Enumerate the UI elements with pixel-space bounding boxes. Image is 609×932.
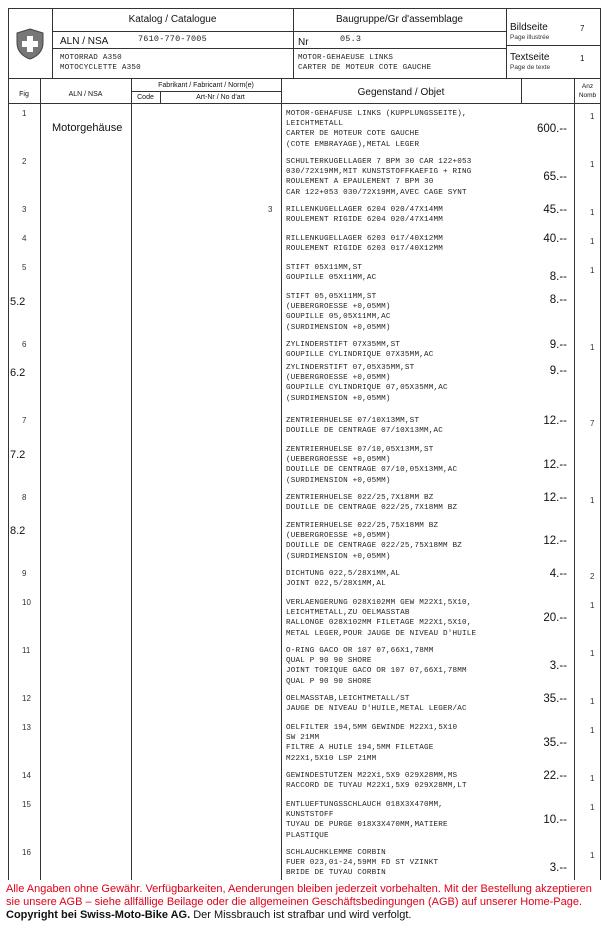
description-line: JOINT 022,5/28X1MM,AL [286,580,386,589]
bildseite-value: 7 [580,24,585,33]
aln-value: 7610-770-7005 [138,34,207,44]
row-description [286,598,522,639]
row-quantity: 2 [590,572,595,581]
description-line: ZYLINDERSTIFT 07X35MM,ST [286,341,401,349]
description-line: (SURDIMENSION +0,05MM) [286,476,391,485]
row-fig: 2 [22,157,27,166]
row-fig: 11 [22,646,31,655]
description-line: ENTLUEFTUNGSSCHLAUCH 018X3X470MM, [286,801,443,809]
description-line: SCHLAUCHKLEMME CORBIN [286,849,386,857]
row-price: 4.-- [549,568,567,580]
description-line: KUNSTSTOFF [286,811,334,820]
row-fig: 10 [22,598,31,607]
nr-value: 05.3 [340,34,362,44]
row-fig: 14 [22,771,31,780]
vehicle-line-fr: MOTOCYCLETTE A350 [60,64,141,72]
description-line: LEICHTMETALL,ZU OELMASSTAB [286,609,410,618]
description-line: SW 21MM [286,734,320,743]
description-line: ROULEMENT RIGIDE 6204 020/47X14MM [286,216,443,225]
description-line: GOUPILLE 05,05X11MM,AC [286,313,391,322]
row-description [286,646,522,687]
description-line: CARTER DE MOTEUR COTE GAUCHE [286,130,420,139]
row-quantity: 1 [590,803,595,812]
description-line: DOUILLE DE CENTRAGE 07/10,05X13MM,AC [286,466,458,475]
description-line: FUER 023,01-24,59MM FD ST VZINKT [286,859,439,868]
row-quantity: 1 [590,343,595,352]
row-fig: 1 [22,109,27,118]
row-fig: 8.2 [10,525,26,537]
row-fig: 16 [22,848,31,857]
description-line: 030/72X19MM,MIT KUNSTSTOFFKAEFIG + RING [286,168,472,177]
description-line: RACCORD DE TUYAU M22X1,5X9 029X28MM,LT [286,782,467,791]
description-line: GOUPILLE CYLINDRIQUE 07,05X35MM,AC [286,384,448,393]
row-quantity: 1 [590,697,595,706]
row-code: 3 [268,205,273,214]
row-description [286,848,522,879]
row-fig: 6 [22,340,27,349]
row-price: 40.-- [543,233,567,245]
bildseite-label: Bildseite [510,22,548,33]
misuse-text: Der Missbrauch ist strafbar und wird verfolgt. [193,909,412,921]
row-quantity: 1 [590,851,595,860]
row-description [286,234,522,254]
description-line: GEWINDESTUTZEN M22X1,5X9 029X28MM,MS [286,772,458,780]
aln-label: ALN / NSA [60,36,109,47]
row-fig: 5.2 [10,296,26,308]
col-anz: Anz [581,83,594,90]
description-line: SCHULTERKUGELLAGER 7 BPM 30 CAR 122+053 [286,158,472,166]
row-description [286,800,522,841]
row-fig: 7.2 [10,449,26,461]
row-description [286,445,522,486]
row-description [286,157,522,198]
description-line: (SURDIMENSION +0,05MM) [286,394,391,403]
row-quantity: 1 [590,601,595,610]
description-line: (SURDIMENSION +0,05MM) [286,323,391,332]
description-line: DICHTUNG 022,5/28X1MM,AL [286,570,401,578]
row-price: 35.-- [543,737,567,749]
description-line: RALLONGE 028X102MM FILETAGE M22X1,5X10, [286,619,472,628]
col-artnr: Art-Nr / No d'art [196,94,245,101]
group-line-de: MOTOR-GEHAEUSE LINKS [298,54,394,62]
group-title: Baugruppe/Gr d'assemblage [336,14,463,25]
col-code: Code [137,94,154,101]
row-quantity: 1 [590,160,595,169]
row-price: 3.-- [549,660,567,672]
row-price: 600.-- [536,123,567,135]
description-line: (UEBERGROESSE +0,05MM) [286,374,391,383]
description-line: OELFILTER 194,5MM GEWINDE M22X1,5X10 [286,724,458,732]
row-price: 12.-- [543,415,567,427]
row-description [286,493,522,513]
row-description [286,363,522,404]
row-quantity: 1 [590,237,595,246]
row-quantity: 7 [590,419,595,428]
description-line: TUYAU DE PURGE 018X3X470MM,MATIERE [286,821,448,830]
description-line: ROULEMENT RIGIDE 6203 017/40X12MM [286,245,443,254]
description-line: ZENTRIERHUELSE 022/25,75X18MM BZ [286,522,439,530]
row-price: 12.-- [543,459,567,471]
row-price: 3.-- [549,862,567,874]
nr-label: Nr [298,37,309,48]
row-quantity: 1 [590,112,595,121]
description-line: ZENTRIERHUELSE 07/10,05X13MM,ST [286,446,434,454]
description-line: (COTE EMBRAYAGE),METAL LEGER [286,140,420,149]
description-line: PLASTIQUE [286,831,329,840]
disclaimer-footer [6,883,604,922]
row-price: 45.-- [543,204,567,216]
description-line: (UEBERGROESSE +0,05MM) [286,456,391,465]
description-line: GOUPILLE CYLINDRIQUE 07X35MM,AC [286,351,434,360]
row-price: 9.-- [549,339,567,351]
row-fig: 8 [22,493,27,502]
description-line: FILTRE A HUILE 194,5MM FILETAGE [286,744,434,753]
description-line: DOUILLE DE CENTRAGE 022/25,75X18MM BZ [286,542,463,551]
col-aln: ALN / NSA [68,91,103,98]
disclaimer-text: Alle Angaben ohne Gewähr. Verfügbarkeiten, Aenderungen bleiben jederzeit vorbehalten. Mit der Bestellung akzeptieren sie unsere AGB – siehe allfällige Beilage oder die allgemeinen Geschäftsbedingungen (AGB) auf unserer Home-Page. [6,883,592,908]
row-description [286,723,522,764]
description-line: JOINT TORIQUE GACO OR 107 07,66X1,78MM [286,667,467,676]
description-line: OELMASSTAB,LEICHTMETALL/ST [286,695,410,703]
row-price: 8.-- [549,271,567,283]
row-description [286,109,522,150]
swiss-cross-logo [14,28,46,60]
description-line: (UEBERGROESSE +0,05MM) [286,532,391,541]
row-quantity: 1 [590,649,595,658]
row-description [286,263,522,283]
row-fig: 15 [22,800,31,809]
row-description [286,340,522,360]
col-gegenstand: Gegenstand / Objet [357,87,445,98]
description-line: M22X1,5X10 LSP 21MM [286,754,377,763]
row-fig: 13 [22,723,31,732]
row-price: 10.-- [543,814,567,826]
description-line: CAR 122+053 030/72X19MM,AVEC CAGE SYNT [286,188,467,197]
description-line: METAL LEGER,POUR JAUGE DE NIVEAU D'HUILE [286,629,477,638]
row-price: 65.-- [543,171,567,183]
row-price: 12.-- [543,492,567,504]
description-line: QUAL P 90 90 SHORE [286,657,372,666]
bildseite-sub: Page illustrée [510,34,550,41]
row-description [286,694,522,714]
row-fig: 7 [22,416,27,425]
textseite-label: Textseite [510,52,550,63]
col-nomb: Nomb [578,92,597,99]
description-line: RILLENKUGELLAGER 6203 017/40X12MM [286,235,443,243]
description-line: LEICHTMETALL [286,120,344,129]
description-line: ZENTRIERHUELSE 07/10X13MM,ST [286,417,420,425]
catalog-title: Katalog / Catalogue [128,14,217,25]
description-line: MOTOR-GEHAFUSE LINKS (KUPPLUNGSSEITE), [286,110,467,118]
description-line: (UEBERGROESSE +0,05MM) [286,303,391,312]
description-line: JAUGE DE NIVEAU D'HUILE,METAL LEGER/AC [286,705,467,714]
row-description [286,416,522,436]
row-fig: 6.2 [10,367,26,379]
row-description [286,771,522,791]
row-fig: 9 [22,569,27,578]
description-line: BRIDE DE TUYAU CORBIN [286,869,386,878]
row-fig: 4 [22,234,27,243]
company-name: Swiss-Moto-Bike AG. [79,909,191,921]
description-line: GOUPILLE 05X11MM,AC [286,274,377,283]
row-fig: 12 [22,694,31,703]
row-price: 20.-- [543,612,567,624]
copyright-prefix: Copyright bei [6,909,77,921]
description-line: VERLAENGERUNG 028X102MM GEW M22X1,5X10, [286,599,472,607]
row-description [286,521,522,562]
row-price: 12.-- [543,535,567,547]
row-fig: 5 [22,263,27,272]
row-description [286,205,522,225]
textseite-sub: Page de texte [510,64,551,71]
row-aln-note: Motorgehäuse [52,122,123,134]
description-line: O-RING GACO OR 107 07,66X1,78MM [286,647,434,655]
row-price: 9.-- [549,365,567,377]
row-price: 22.-- [543,770,567,782]
row-quantity: 1 [590,496,595,505]
description-line: RILLENKUGELLAGER 6204 020/47X14MM [286,206,443,214]
description-line: ZENTRIERHUELSE 022/25,7X18MM BZ [286,494,434,502]
description-line: (SURDIMENSION +0,05MM) [286,552,391,561]
group-line-fr: CARTER DE MOTEUR COTE GAUCHE [298,64,432,72]
row-quantity: 1 [590,774,595,783]
row-quantity: 1 [590,266,595,275]
description-line: DOUILLE DE CENTRAGE 022/25,7X18MM BZ [286,504,458,513]
textseite-value: 1 [580,54,585,63]
vehicle-line-de: MOTORRAD A350 [60,54,122,62]
col-fig: Fig [19,91,29,98]
description-line: ROULEMENT A EPAULEMENT 7 BPM 30 [286,178,434,187]
row-description [286,569,522,589]
row-quantity: 1 [590,208,595,217]
description-line: QUAL P 90 90 SHORE [286,677,372,686]
row-description [286,292,522,333]
col-fabrikant: Fabrikant / Fabricant / Norm(e) [158,82,254,89]
description-line: DOUILLE DE CENTRAGE 07/10X13MM,AC [286,427,443,436]
row-fig: 3 [22,205,27,214]
row-price: 35.-- [543,693,567,705]
row-price: 8.-- [549,294,567,306]
description-line: STIFT 05,05X11MM,ST [286,293,377,301]
description-line: STIFT 05X11MM,ST [286,264,363,272]
row-quantity: 1 [590,726,595,735]
description-line: ZYLINDERSTIFT 07,05X35MM,ST [286,364,415,372]
